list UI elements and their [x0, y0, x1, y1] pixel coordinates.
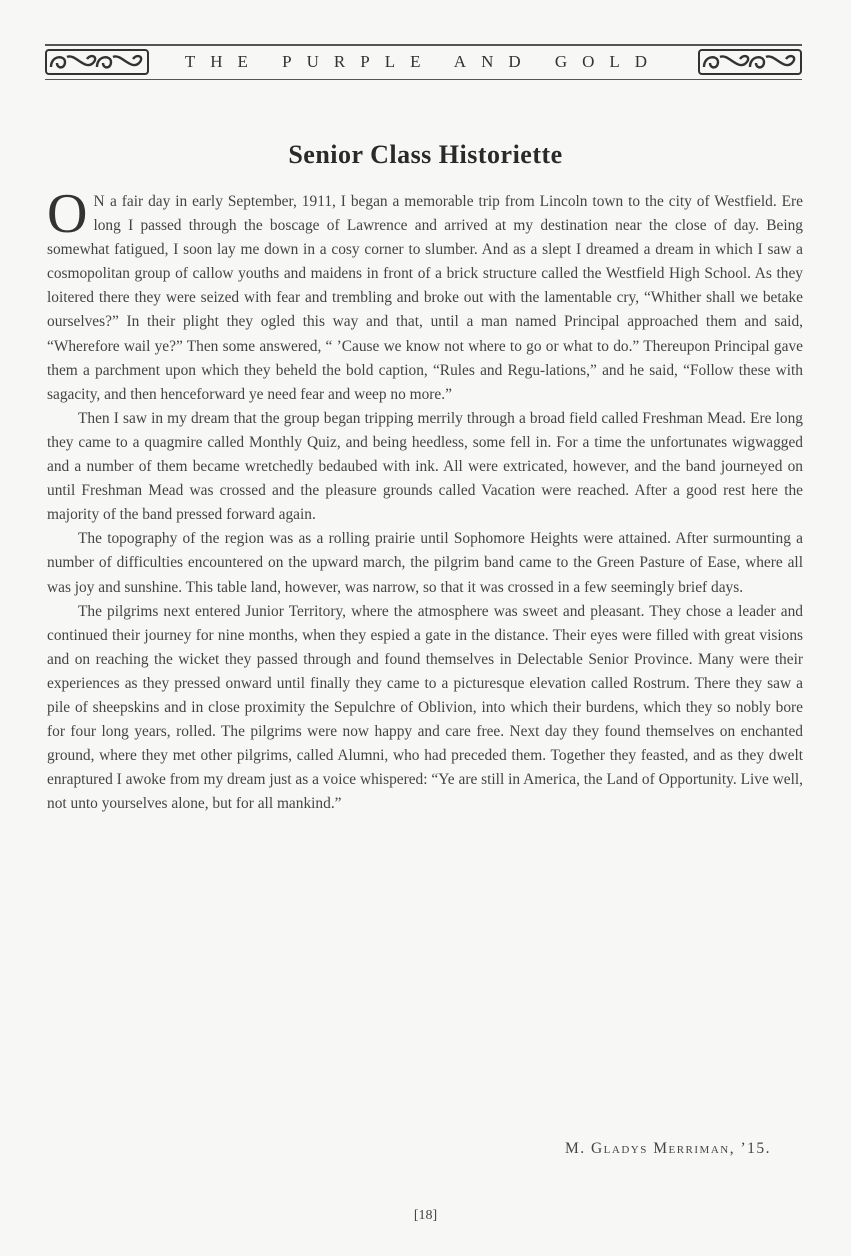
paragraph-4: The pilgrims next entered Junior Territory, where the atmosphere was sweet and pleasant. They chose a leader and continued their journey for nine months, when they espied a gate in the distance. Their eyes were filled with great visions and on reaching the wicket they passed through and found themselves in Delectable Senior Province. Many were their experiences as they pressed onward until finally they came to a picturesque elevation called Rostrum. There they saw a pile of sheepskins and in close proximity the Sepulchre of Oblivion, into which their burdens, which they so nobly bore for four long years, rolled. The pilgrims were now happy and care free. Next day they found themselves on enchanted ground, where they met other pilgrims, called Alumni, who had preceded them. Together they feasted, and as they dwelt enraptured I awoke from my dream just as a voice whispered: “Ye are still in America, the Land of Opportunity. Live well, not unto yourselves alone, but for all mankind.” — [47, 602, 803, 813]
page-number: [18] — [413, 1208, 438, 1223]
paragraph-2: Then I saw in my dream that the group began tripping merrily through a broad field called Freshman Mead. Ere long they came to a quagmire called Monthly Quiz, and being heedless, some fell in. For a time the unfortunates wigwagged and a number of them became wretchedly bedaubed with ink. All were extricated, however, and the band journeyed on until Freshman Mead was crossed and the pleasure grounds called Vacation were reached. After a good rest here the majority of the band pressed forward again. — [47, 409, 803, 524]
page-header — [45, 44, 802, 84]
paragraph-3: The topography of the region was as a rolling prairie until Sophomore Heights were attained. After surmounting a number of difficulties encountered on the upward march, the pilgrim band came to the Green Pasture of Ease, where all was joy and sunshine. This table land, however, was narrow, so that it was crossed in a few seemingly brief days. — [47, 530, 803, 596]
publication-title: THE PURPLE AND GOLD — [184, 52, 663, 71]
author-signature: M. Gladys Merriman, ’15. — [564, 1140, 771, 1157]
header-bottom-rule — [45, 79, 802, 80]
left-scroll-ornament-icon — [45, 49, 149, 75]
article-body — [47, 183, 803, 816]
lead-letter: N — [93, 193, 106, 210]
right-scroll-ornament-icon — [698, 49, 802, 75]
paragraph-1-text: a fair day in early September, 1911, I began a memorable trip from Lincoln town to the city of Westfield. Ere long I passed through the boscage of Lawrence and arrived at my destination near the close of day. Being somewhat fatigued, I soon lay me down in a cosy corner to slumber. And as a slept I dreamed a dream in which I saw a cosmopolitan group of callow youths and maidens in front of a brick structure called the Westfield High School. As they loitered there they were seized with fear and trembling and broke out with the lamentable cry, “Whither shall we betake ourselves?” In their plight they ogled this way and that, until a man named Principal approached them and said, “Wherefore wail ye?” Then some answered, “ ’Cause we know not where to go or what to do.” Thereupon Principal gave them a parchment upon which they beheld the bold caption, “Rules and Regu-lations,” and he said, “Follow these with sagacity, and then henceforward ye need fear and weep no more.” — [47, 193, 803, 403]
article-title: Senior Class Historiette — [288, 140, 563, 169]
header-top-rule — [45, 44, 802, 46]
paragraph-1 — [47, 183, 803, 407]
drop-cap: O — [47, 183, 88, 245]
